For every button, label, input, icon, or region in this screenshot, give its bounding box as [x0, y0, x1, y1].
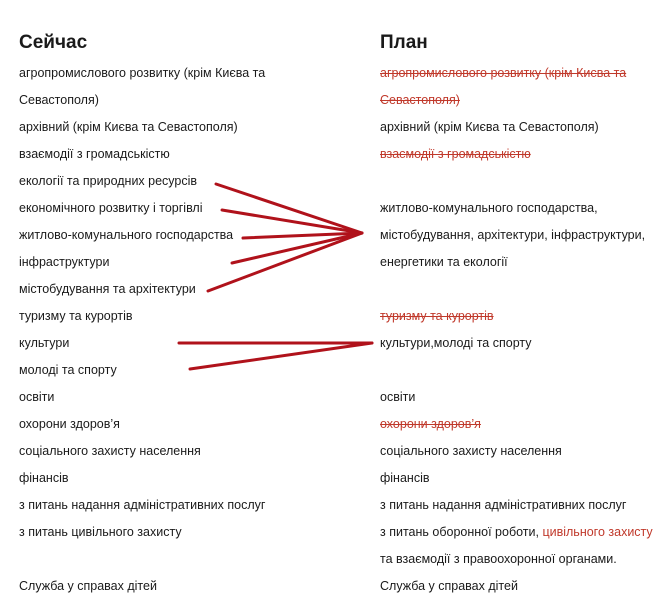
left-item-agro: агропромислового розвитку (крім Києва та	[19, 66, 266, 80]
right-item-social: соціального захисту населення	[380, 444, 562, 458]
right-item-agro-removed: агропромислового розвитку (крім Києва та	[380, 66, 627, 80]
left-item-agro-cont: Севастополя)	[19, 93, 99, 107]
left-item-culture: культури	[19, 336, 70, 350]
left-item-children: Служба у справах дітей	[19, 579, 157, 593]
left-item-civil: з питань цивільного захисту	[19, 525, 182, 539]
right-item-admin: з питань надання адміністративних послуг	[380, 498, 627, 512]
left-item-economy: економічного розвитку і торгівлі	[19, 201, 203, 215]
left-item-admin: з питань надання адміністративних послуг	[19, 498, 266, 512]
left-item-housing: житлово-комунального господарства	[19, 228, 234, 242]
title-current: Сейчас	[19, 32, 88, 53]
right-item-merged-energy: енергетики та екології	[380, 255, 508, 269]
left-item-ecology: екології та природних ресурсів	[19, 174, 198, 188]
right-item-health-removed: охорони здоров’я	[380, 417, 481, 431]
right-item-education: освіти	[380, 390, 416, 404]
left-item-social: соціального захисту населення	[19, 444, 201, 458]
left-item-finance: фінансів	[19, 471, 69, 485]
arrow-housing	[243, 233, 362, 238]
arrow-youth	[190, 343, 372, 369]
right-item-merged-housing: житлово-комунального господарства,	[380, 201, 598, 215]
right-item-defense	[380, 524, 653, 540]
right-item-finance: фінансів	[380, 471, 430, 485]
right-item-defense-text: з питань оборонної роботи,	[380, 525, 543, 539]
left-item-urban: містобудування та архітектури	[19, 282, 196, 296]
left-item-health: охорони здоров’я	[19, 417, 120, 431]
right-item-civil-highlight: цивільного захисту	[542, 525, 653, 539]
right-item-children: Служба у справах дітей	[380, 579, 518, 593]
left-item-infrastructure: інфраструктури	[19, 255, 110, 269]
left-item-youth: молоді та спорту	[19, 363, 117, 377]
right-item-agro-cont-removed: Севастополя)	[380, 93, 460, 107]
right-item-tourism-removed: туризму та курортів	[380, 309, 494, 323]
right-item-culture-youth: культури,молоді та спорту	[380, 336, 532, 350]
left-item-archive: архівний (крім Києва та Севастополя)	[19, 120, 238, 134]
arrow-economy	[222, 210, 362, 233]
right-item-public-removed: взаємодії з громадськістю	[380, 147, 531, 161]
right-item-law-enforcement: та взаємодії з правоохоронної органами.	[380, 552, 617, 566]
arrow-ecology	[216, 184, 362, 233]
title-plan: План	[380, 32, 428, 53]
left-item-education: освіти	[19, 390, 55, 404]
right-item-merged-urban: містобудування, архітектури, інфраструктури,	[380, 228, 646, 242]
left-item-tourism: туризму та курортів	[19, 309, 133, 323]
right-item-archive: архівний (крім Києва та Севастополя)	[380, 120, 599, 134]
arrow-infrastructure	[232, 233, 362, 263]
left-item-public: взаємодії з громадськістю	[19, 147, 170, 161]
